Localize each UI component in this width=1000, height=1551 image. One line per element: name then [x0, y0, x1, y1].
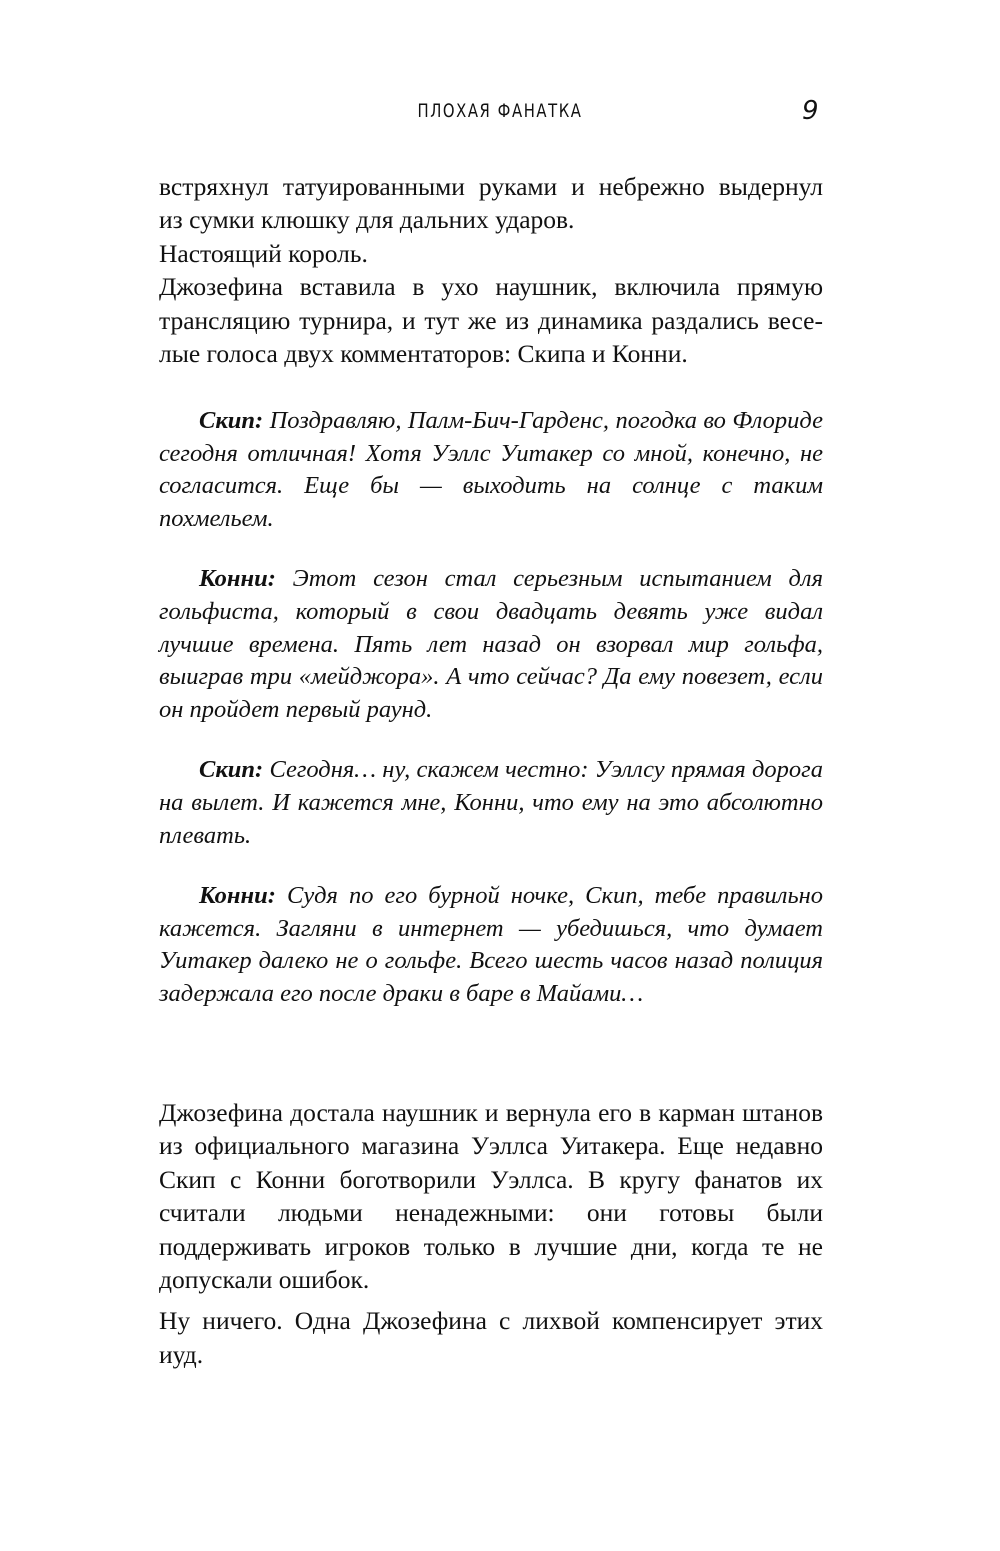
- dialogue-text: Этот сезон стал серьезным испытанием для гольфиста, который в свои двадцать девять уже видал лучшие времена. Пять лет назад он взорвал мир гольфа, выиграв три «мейджора». А что сейчас? Да ему повезет, если он пройдет первый раунд.: [159, 565, 823, 723]
- dialogue-line: [159, 563, 823, 726]
- text-line: встряхнул татуированными руками и небрежно выдернул: [159, 172, 823, 201]
- dialogue-text: Судя по его бурной ночке, Скип, тебе правильно кажется. Загляни в интернет — убедишься, что думает Уитакер далеко не о гольфе. Всего шесть часов назад полиция задержала его после драки в баре в Майами…: [159, 882, 823, 1007]
- paragraph: Ну ничего. Одна Джозефина с лихвой компенсирует этих иуд.: [159, 1306, 823, 1369]
- commentary-dialogue: [159, 405, 823, 1039]
- main-text-top: [159, 170, 823, 370]
- dialogue-text: Сегодня… ну, скажем честно: Уэллсу прямая дорога на вылет. И кажется мне, Конни, что ему на это абсолютно плевать.: [159, 756, 823, 849]
- running-title: ПЛОХАЯ ФАНАТКА: [417, 100, 583, 122]
- page-number: 9: [802, 96, 819, 126]
- speaker-name: Конни:: [199, 882, 276, 910]
- text-line: трансляцию турнира, и тут же из динамика раздались весе-: [159, 305, 823, 335]
- paragraph: Джозефина достала наушник и вернула его в карман штанов из официального магазина Уэллса Уитакера. Еще недавно Скип с Конни боготворили Уэллса. В кругу фанатов их считали людьми ненадежными: они готовы были поддерживать игроков только в лучшие дни, когда те не допускали ошибок.: [159, 1098, 823, 1295]
- text-line: Джозефина вставила в ухо наушник, включила прямую: [159, 272, 823, 302]
- text-line: лые голоса двух комментаторов: Скипа и Конни.: [159, 339, 688, 369]
- speaker-name: Конни:: [199, 565, 276, 593]
- dialogue-line: [159, 880, 823, 1010]
- dialogue-text: Поздравляю, Палм-Бич-Гарденс, погодка во Флориде сегодня отличная! Хотя Уэллс Уитакер со мной, конечно, не согласится. Еще бы — выходить на солнце с таким похмельем.: [159, 407, 823, 532]
- main-text-bottom: [159, 1096, 823, 1371]
- text-line: Настоящий король.: [159, 238, 368, 268]
- dialogue-line: [159, 405, 823, 535]
- speaker-name: Скип:: [199, 756, 264, 784]
- text-line: из сумки клюшку для дальних ударов.: [159, 205, 575, 235]
- speaker-name: Скип:: [199, 407, 264, 434]
- dialogue-line: [159, 754, 823, 852]
